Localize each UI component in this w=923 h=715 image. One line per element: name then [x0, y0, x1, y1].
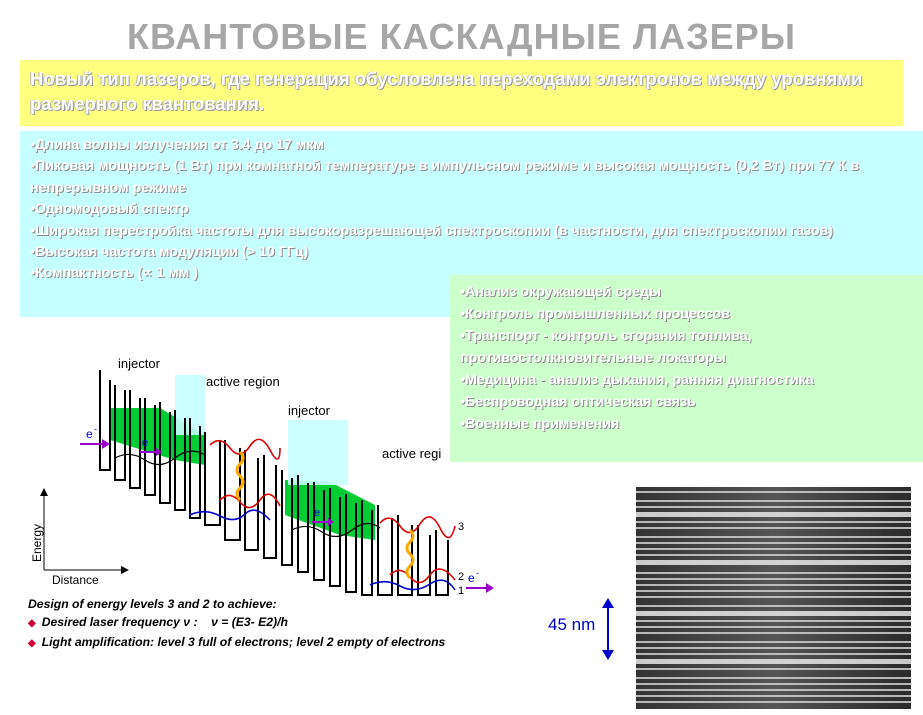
application-item: •Беспроводная оптическая связь	[460, 394, 696, 410]
label-injector-2: injector	[288, 403, 330, 418]
application-item: •Контроль промышленных процессов	[460, 306, 730, 322]
tem-layer-stripe	[636, 560, 911, 565]
feature-item: •Компактность (∝ 1 мм )	[30, 265, 198, 282]
band-diagram	[30, 340, 500, 600]
tem-layer-stripe	[636, 668, 911, 670]
application-item: •Медицина - анализ дыхания, ранняя диагностика	[460, 372, 814, 388]
design-note-item	[28, 634, 548, 652]
electron-arrow-icon	[102, 439, 110, 449]
tem-layer-stripe	[636, 611, 911, 616]
feature-item: •Длина волны излучения от 3.4 до 17 мкм	[30, 137, 324, 153]
tem-layer-stripe	[636, 647, 911, 649]
applications-list	[460, 281, 915, 435]
tem-layer-stripe	[636, 641, 911, 643]
label-level-2: 2	[458, 571, 465, 583]
label-electron: e	[86, 427, 93, 441]
tem-layer-stripe	[636, 500, 911, 502]
scale-bar-arrow-icon	[598, 598, 618, 660]
label-level-3: 3	[458, 521, 465, 533]
feature-item: •Высокая частота модуляции (> 10 ГГц)	[30, 244, 309, 261]
design-notes-heading: Design of energy levels 3 and 2 to achieve:	[28, 597, 277, 611]
wavefunction-level-2	[220, 494, 280, 507]
application-item: •Военные применения	[460, 416, 620, 432]
energy-axis-arrow-icon	[40, 488, 48, 496]
tem-layer-stripe	[636, 512, 911, 517]
tem-layer-stripe	[636, 521, 911, 523]
tem-layer-stripe	[636, 536, 911, 538]
tem-layer-stripe	[636, 653, 911, 655]
note-frequency-label: Desired laser frequency ν :	[41, 615, 198, 629]
label-electron: -	[476, 568, 479, 578]
subtitle-text: Новый тип лазеров, где генерация обусловлена переходами электронов между уровнями размерного квантования.	[30, 68, 863, 114]
label-electron: e	[468, 571, 475, 585]
label-active-region-1: active region	[206, 374, 280, 389]
label-electron: -	[94, 424, 97, 434]
tem-layer-stripe	[636, 677, 911, 679]
tem-layer-stripe	[636, 527, 911, 529]
tem-layer-stripe	[636, 701, 911, 703]
tem-layer-stripe	[636, 596, 911, 598]
axis-label-energy: Energy	[30, 523, 44, 562]
axis-label-distance: Distance	[52, 573, 99, 587]
note-amplification: Light amplification: level 3 full of electrons; level 2 empty of electrons	[41, 635, 446, 649]
tem-layer-stripe	[636, 695, 911, 697]
label-injector-1: injector	[118, 356, 160, 371]
note-frequency-formula: ν = (E3- E2)/h	[211, 615, 288, 629]
tem-layer-stripe	[636, 590, 911, 592]
tem-layer-stripe	[636, 506, 911, 508]
diamond-bullet-icon: ◆	[28, 638, 36, 649]
design-note-item	[28, 614, 548, 632]
tem-layer-stripe	[636, 554, 911, 556]
design-notes	[28, 597, 548, 654]
tem-layer-stripe	[636, 491, 911, 493]
feature-item: •Широкая перестройка частоты для высокоразрешающей спектроскопии (в частности, для спектроскопии газов)	[30, 222, 833, 239]
tem-layer-stripe	[636, 689, 911, 691]
application-item: •Анализ окружающей среды	[460, 284, 662, 300]
feature-item: •Пиковая мощность (1 Вт) при комнатной температуре в импульсном режиме и высокая мощность (0,2 Вт) при 77 К в непрерывном режиме	[30, 158, 860, 196]
tem-layer-stripe	[636, 659, 911, 664]
diamond-bullet-icon: ◆	[28, 618, 36, 629]
feature-item: •Одномодовый спектр	[30, 201, 189, 218]
page-title: КВАНТОВЫЕ КАСКАДНЫЕ ЛАЗЕРЫ	[127, 16, 796, 57]
tem-layer-stripe	[636, 632, 911, 634]
tem-micrograph	[636, 487, 911, 709]
tem-layer-stripe	[636, 584, 911, 586]
tem-layer-stripe	[636, 542, 911, 544]
label-electron: e	[314, 507, 321, 519]
tem-layer-stripe	[636, 605, 911, 607]
tem-layer-stripe	[636, 578, 911, 580]
label-electron: e	[142, 437, 149, 449]
electron-arrow-icon	[486, 583, 494, 593]
tem-layer-stripe	[636, 620, 911, 622]
tem-layer-stripe	[636, 683, 911, 685]
label-level-1: 1	[458, 585, 465, 597]
scale-bar-label: 45 nm	[548, 615, 596, 634]
tem-layer-stripe	[636, 626, 911, 628]
tem-layer-stripe	[636, 548, 911, 550]
distance-axis-arrow-icon	[121, 566, 129, 574]
tem-layer-stripe	[636, 572, 911, 574]
application-item: •Транспорт - контроль сгорания топлива, противостолкновительные локаторы	[460, 328, 752, 366]
features-list	[30, 135, 910, 285]
label-active-region-2: active regi	[382, 446, 442, 461]
